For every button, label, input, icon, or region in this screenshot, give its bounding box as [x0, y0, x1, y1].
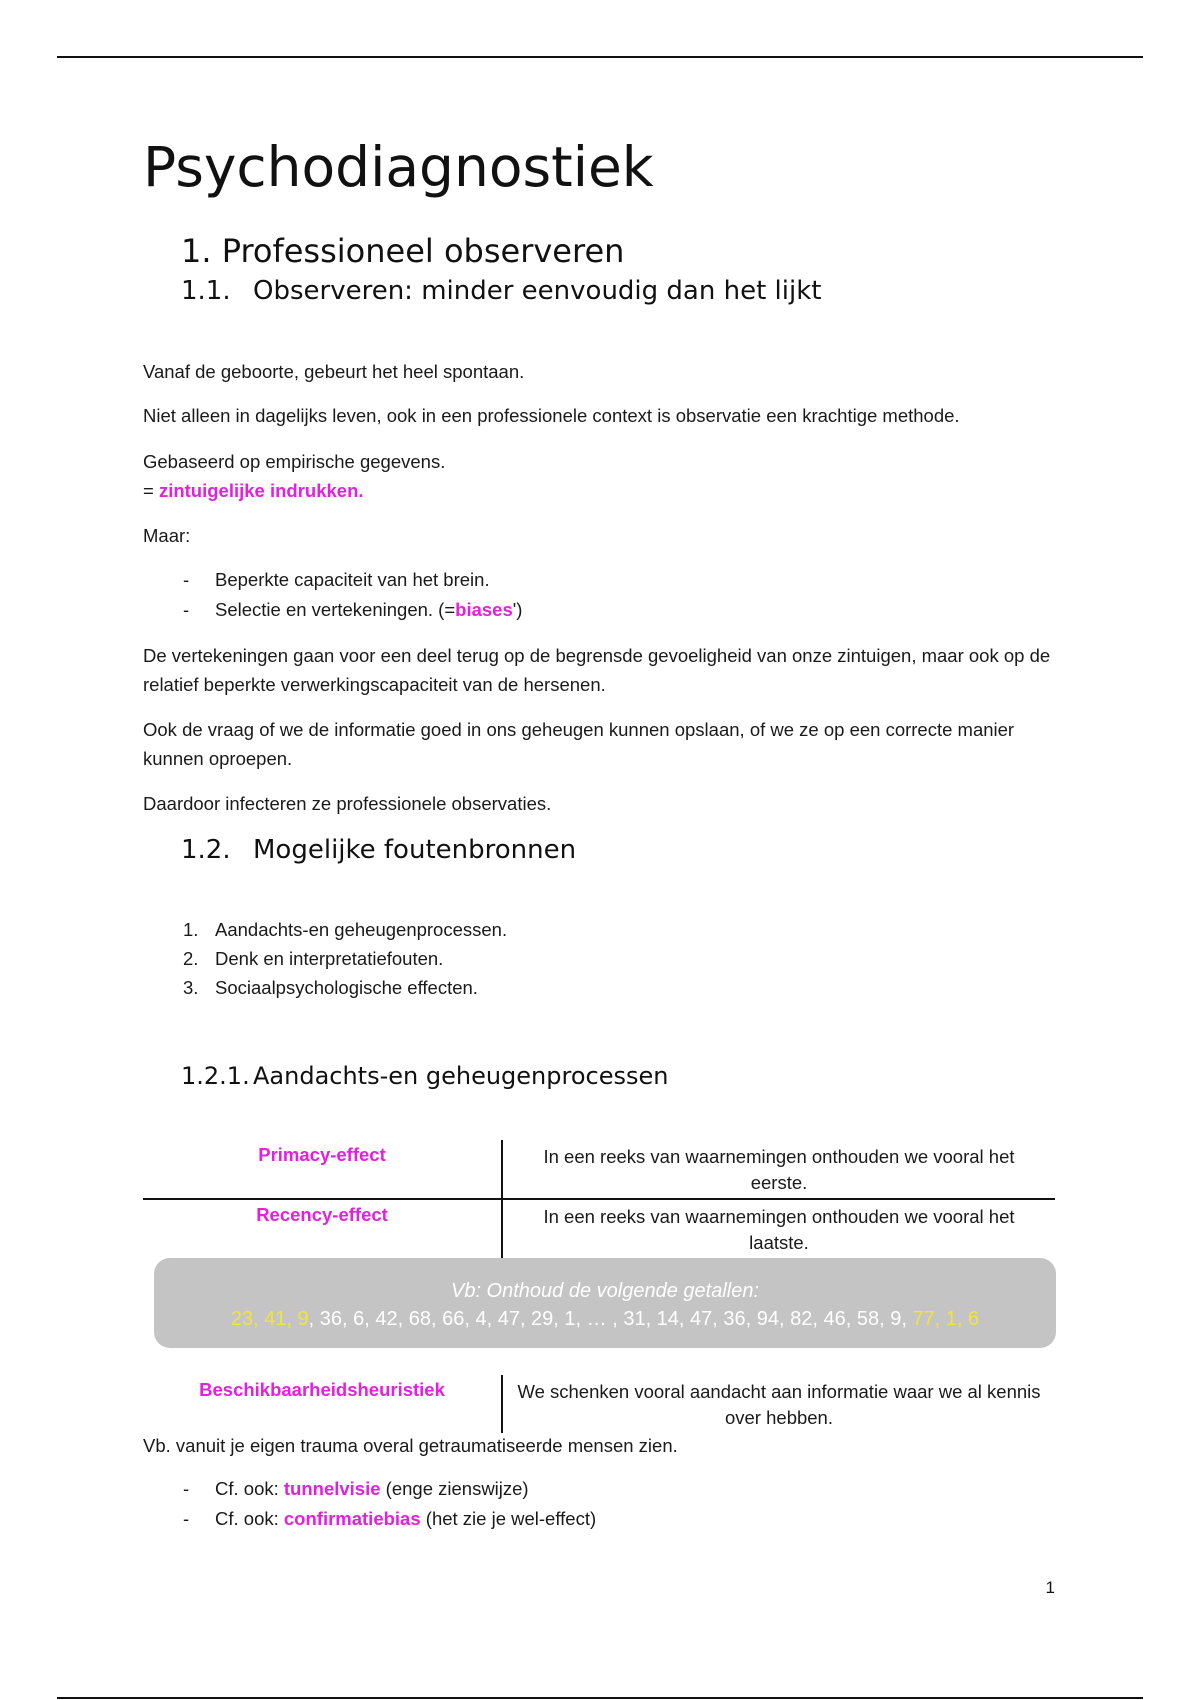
- example-box: [154, 1258, 1056, 1348]
- bullet-prefix: Cf. ook:: [215, 1508, 284, 1529]
- section-1-title: Professioneel observeren: [221, 232, 625, 270]
- table-row: [143, 1375, 1055, 1433]
- paragraph-empirical-line: Gebaseerd op empirische gegevens.: [143, 451, 446, 472]
- section-1-2-title: Mogelijke foutenbronnen: [253, 835, 577, 865]
- list-item: [183, 565, 522, 595]
- section-1-2-1-title: Aandachts-en geheugenprocessen: [253, 1062, 669, 1090]
- bullet-dash: -: [183, 1508, 190, 1529]
- bullet-list-cf: [183, 1474, 596, 1534]
- paragraph-maar: Maar:: [143, 525, 191, 546]
- list-item: [183, 1504, 596, 1534]
- footer-rule: [57, 1697, 1143, 1699]
- list-item: [183, 1474, 596, 1504]
- table-row: [143, 1200, 1055, 1258]
- term-cell: Recency-effect: [256, 1204, 388, 1225]
- bullet-list-limitations: [183, 565, 522, 625]
- example-title: Vb: Onthoud de volgende getallen:: [450, 1280, 760, 1302]
- list-item: [183, 595, 522, 625]
- numbers-middle: , 36, 6, 42, 68, 66, 4, 47, 29, 1, … , 31, 14, 47, 36, 94, 82, 46, 58, 9,: [308, 1308, 913, 1330]
- bullet-dash: -: [183, 569, 190, 590]
- paragraph-birth: Vanaf de geboorte, gebeurt het heel spontaan.: [143, 361, 525, 382]
- numbered-list-error-sources: [183, 915, 507, 1002]
- bullet-prefix: Cf. ook:: [215, 1478, 284, 1499]
- highlight-tunnelvisie: tunnelvisie: [283, 1478, 381, 1499]
- equals-prefix: =: [143, 480, 159, 501]
- list-item: [183, 973, 507, 1002]
- paragraph-geheugen: Ook de vraag of we de informatie goed in ons geheugen kunnen opslaan, of we ze op een correcte manier kunnen oproepen.: [143, 719, 1015, 769]
- bullet-text: Beperkte capaciteit van het brein.: [215, 569, 490, 590]
- bullet-dash: -: [183, 1478, 190, 1499]
- page-number: 1: [1045, 1578, 1055, 1597]
- bullet-text: Selectie en vertekeningen. (=: [215, 599, 456, 620]
- highlight-zintuigelijke: zintuigelijke indrukken.: [158, 480, 364, 501]
- list-item: [183, 915, 507, 944]
- list-number: 1.: [183, 919, 199, 940]
- paragraph-infecteren: Daardoor infecteren ze professionele observaties.: [143, 793, 552, 814]
- bullet-suffix: (het zie je wel-effect): [420, 1508, 597, 1529]
- section-1-2-heading: [181, 835, 576, 866]
- section-1-2-1-number: 1.2.1.: [181, 1062, 250, 1090]
- header-rule: [57, 56, 1143, 58]
- section-1-1-heading: [181, 276, 821, 307]
- numbers-end-highlight: 77, 1, 6: [912, 1308, 980, 1330]
- paragraph-empirical: [143, 447, 1063, 505]
- bullet-dash: -: [183, 599, 190, 620]
- section-1-number: 1.: [181, 232, 212, 270]
- highlight-confirmatiebias: confirmatiebias: [283, 1508, 421, 1529]
- section-1-1-title: Observeren: minder eenvoudig dan het lijkt: [253, 276, 822, 306]
- list-text: Aandachts-en geheugenprocessen.: [215, 919, 508, 940]
- numbers-start-highlight: 23, 41, 9: [230, 1308, 309, 1330]
- table-row: [143, 1140, 1055, 1198]
- highlight-biases: biases: [455, 599, 513, 620]
- definition-cell: In een reeks van waarnemingen onthouden we vooral het laatste.: [501, 1200, 1055, 1258]
- bullet-suffix: (enge zienswijze): [380, 1478, 529, 1499]
- definition-cell: We schenken vooral aandacht aan informatie waar we al kennis over hebben.: [501, 1375, 1055, 1433]
- paragraph-vb-trauma: Vb. vanuit je eigen trauma overal getraumatiseerde mensen zien.: [143, 1435, 678, 1456]
- section-1-heading: [181, 232, 624, 270]
- section-1-1-number: 1.1.: [181, 276, 231, 306]
- list-number: 2.: [183, 948, 199, 969]
- heuristic-table: [143, 1375, 1055, 1433]
- paragraph-context: Niet alleen in dagelijks leven, ook in een professionele context is observatie een krachtige methode.: [143, 405, 960, 426]
- term-cell: Beschikbaarheidsheuristiek: [199, 1379, 445, 1400]
- bullet-suffix: '): [512, 599, 523, 620]
- list-text: Denk en interpretatiefouten.: [215, 948, 444, 969]
- section-1-2-number: 1.2.: [181, 835, 231, 865]
- document-title: Psychodiagnostiek: [143, 135, 654, 199]
- definition-cell: In een reeks van waarnemingen onthouden we vooral het eerste.: [501, 1140, 1055, 1198]
- list-item: [183, 944, 507, 973]
- example-numbers: [154, 1304, 1056, 1334]
- paragraph-vertekeningen: De vertekeningen gaan voor een deel terug op de begrensde gevoeligheid van onze zintuigen, maar ook op de relatief beperkte verwerkingscapaciteit van de hersenen.: [143, 645, 1051, 695]
- list-number: 3.: [183, 977, 199, 998]
- term-cell: Primacy-effect: [258, 1144, 386, 1165]
- section-1-2-1-heading: [181, 1062, 668, 1090]
- list-text: Sociaalpsychologische effecten.: [215, 977, 478, 998]
- effects-table: [143, 1140, 1055, 1258]
